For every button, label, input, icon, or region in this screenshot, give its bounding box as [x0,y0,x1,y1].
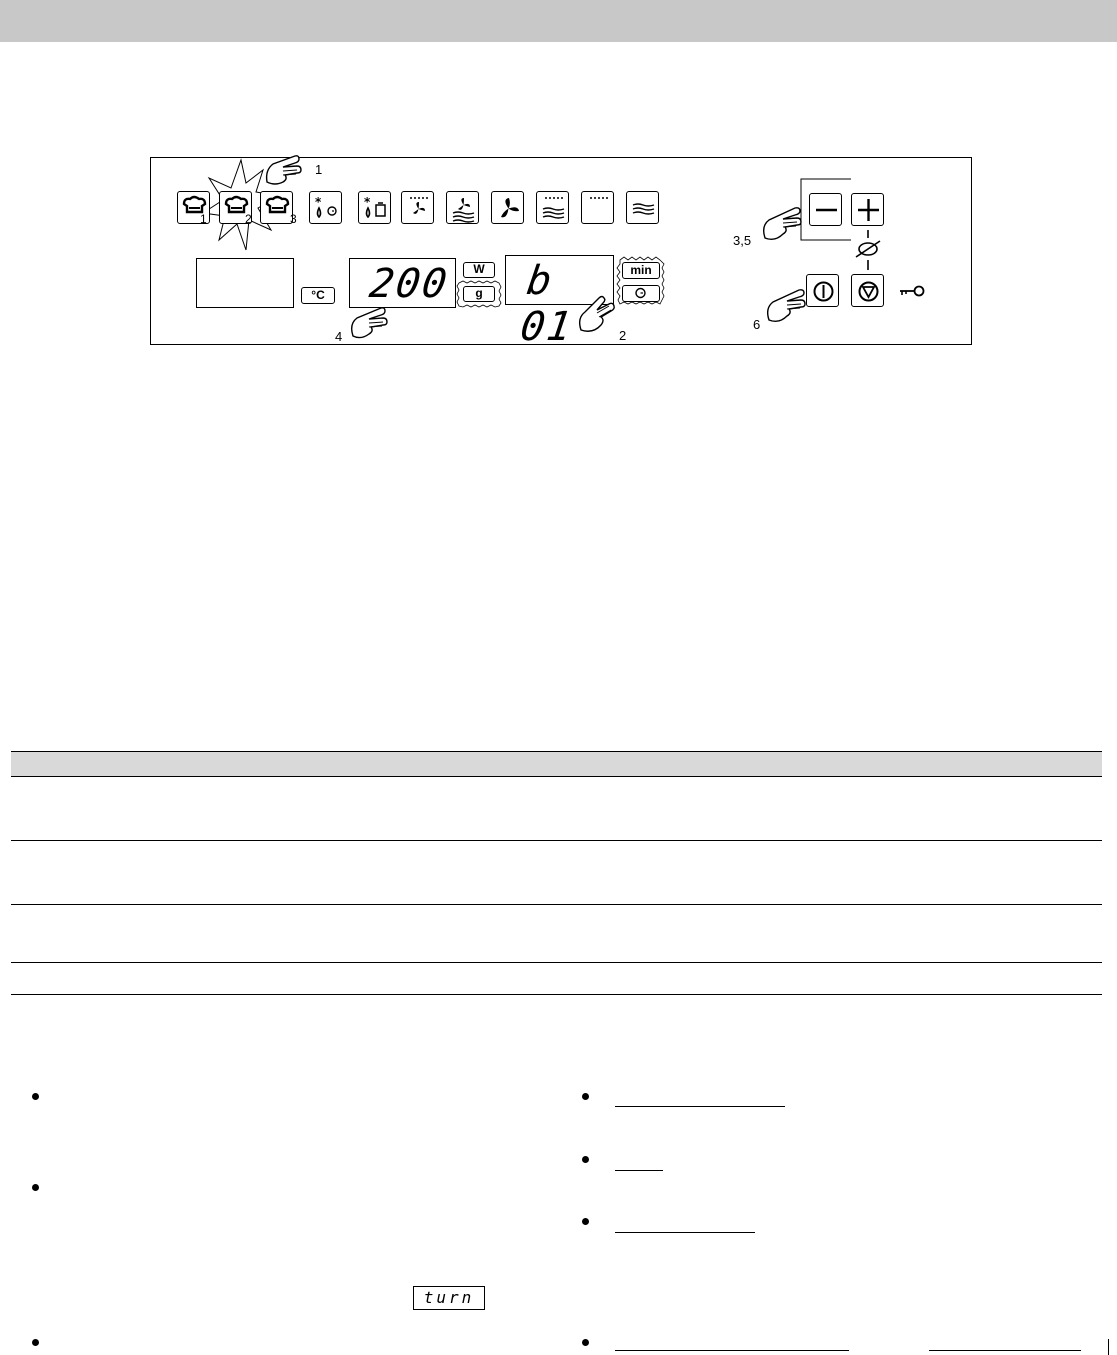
key-icon [898,284,926,298]
program-button-3[interactable] [260,191,293,224]
header-bar [0,0,1117,42]
program-button-top[interactable] [581,191,614,224]
table-rule [11,904,1102,905]
svg-text:*: * [315,195,322,209]
program-code: b 01 [517,258,577,350]
plus-icon [852,194,885,227]
pointing-hand-icon [575,290,619,338]
gram-label: g [475,286,483,300]
gram-button[interactable] [463,286,495,302]
callout-3-5: 3,5 [733,233,752,248]
control-panel [150,157,972,350]
table-header [11,751,1102,777]
stop-icon [852,275,885,308]
top-bottom-heat-icon [537,192,570,225]
bullet [582,1218,589,1225]
bullet [582,1156,589,1163]
bullet [32,1184,39,1191]
pointing-hand-icon [347,302,395,342]
defrost-weight-icon [359,192,392,225]
program-button-bottom[interactable] [626,191,659,224]
weight-display [349,258,456,308]
minutes-label: min [630,263,652,277]
program-1-sub: 1 [200,212,207,226]
underline [615,1106,785,1107]
bullet [32,1339,39,1346]
underline [615,1350,849,1351]
svg-text:*: * [364,195,371,209]
fan-top-heat-icon [402,192,435,225]
turn-display: turn [413,1286,485,1310]
table-rule [11,994,1102,995]
watt-label: W [473,262,485,276]
minutes-button[interactable] [622,262,660,279]
bullet [582,1339,589,1346]
callout-6: 6 [753,317,761,332]
weight-value: 200 [366,261,452,307]
minus-button[interactable] [809,193,842,226]
program-button-fan[interactable] [491,191,524,224]
pointing-hand-icon [763,282,815,328]
celsius-button[interactable] [301,287,335,304]
program-button-defrost-time[interactable] [309,191,342,224]
watt-button[interactable] [463,262,495,278]
callout-2: 2 [619,328,627,343]
temperature-display [196,258,294,308]
clock-icon [623,286,658,300]
table-rule [11,840,1102,841]
program-button-fan-top[interactable] [401,191,434,224]
stop-button[interactable] [851,274,884,307]
callout-1: 1 [315,162,323,177]
defrost-time-icon [310,192,343,225]
plus-button[interactable] [851,193,884,226]
top-heat-icon [582,192,615,225]
program-3-sub: 3 [290,212,297,226]
bullet [582,1093,589,1100]
program-button-fan-bottom[interactable] [446,191,479,224]
callout-4: 4 [335,329,343,344]
bullet [32,1093,39,1100]
program-button-top-bottom[interactable] [536,191,569,224]
clock-button[interactable] [622,285,660,302]
fan-bottom-heat-icon [447,192,480,225]
page-edge-line [1108,1339,1109,1355]
minus-icon [810,194,843,227]
underline [615,1232,755,1233]
fan-icon [492,192,525,225]
empty-set-icon [851,230,887,274]
bottom-heat-icon [627,192,660,225]
pointing-hand-icon [759,200,811,246]
underline [929,1350,1081,1351]
underline [615,1170,663,1171]
celsius-label: °C [311,288,325,302]
table-rule [11,962,1102,963]
program-2-sub: 2 [245,212,252,226]
program-button-defrost-weight[interactable] [358,191,391,224]
pointing-hand-icon [263,152,311,188]
